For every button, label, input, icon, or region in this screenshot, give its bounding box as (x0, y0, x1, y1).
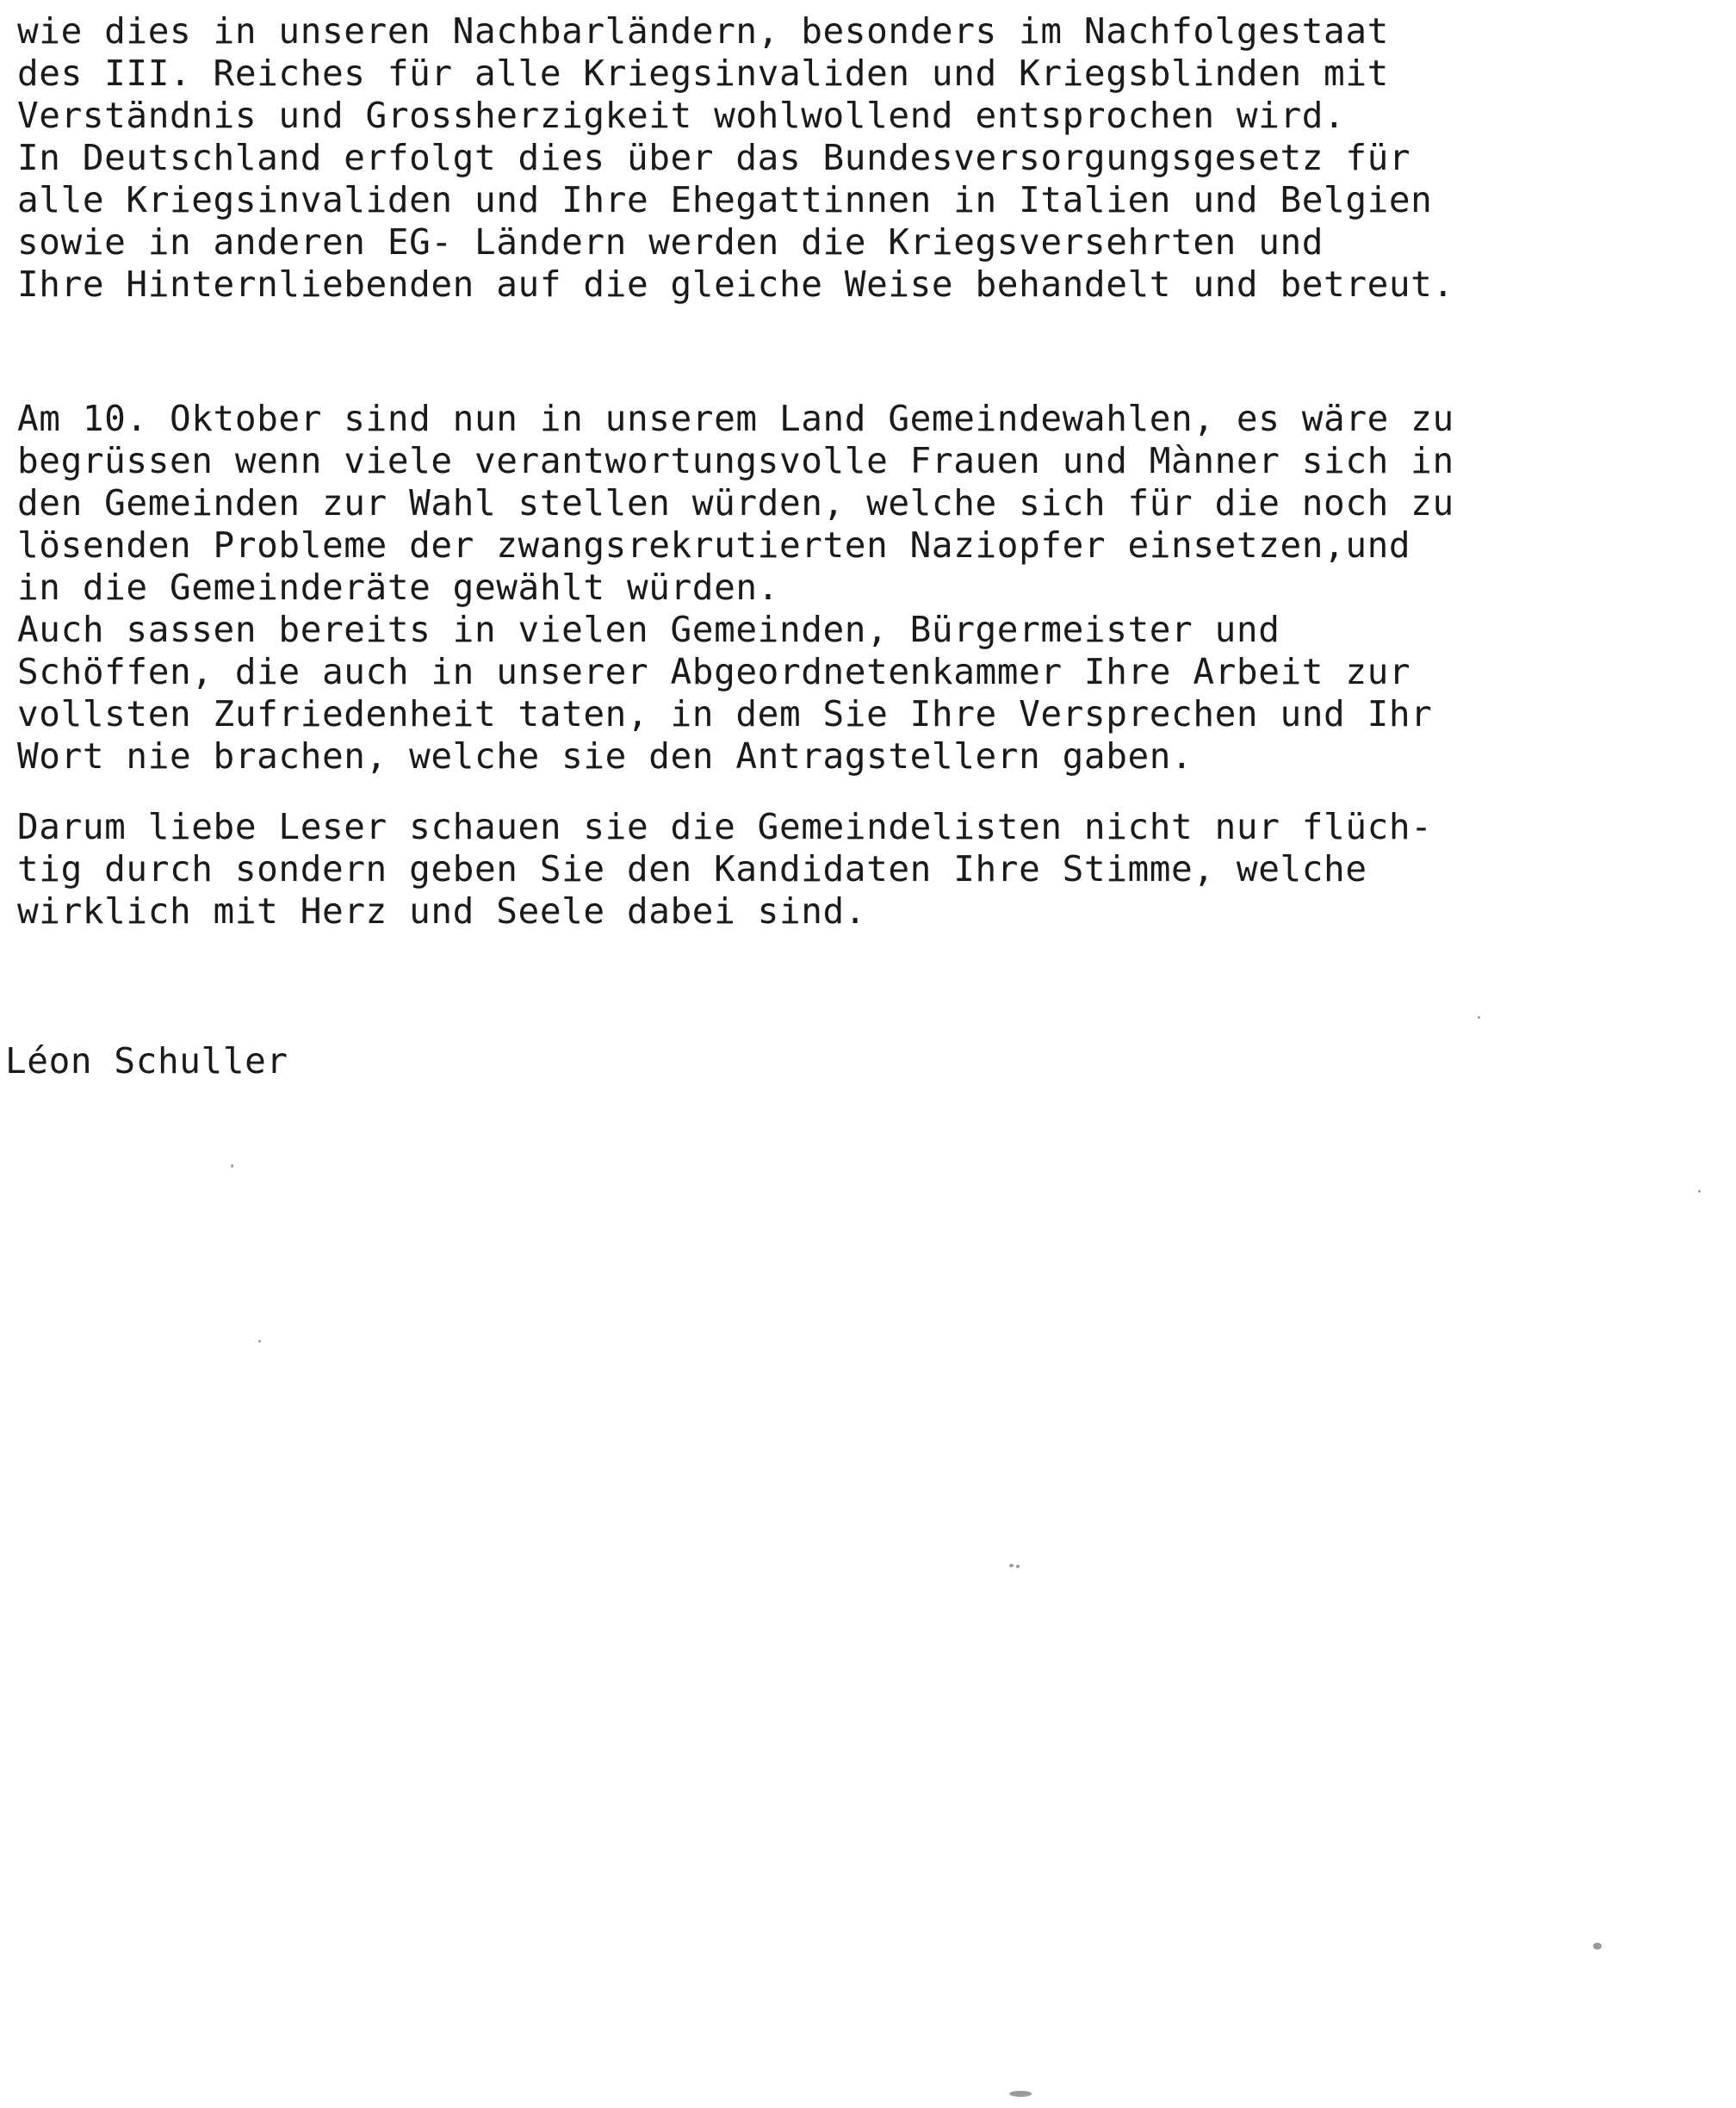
scan-speck (1009, 2091, 1032, 2097)
scan-speck (231, 1164, 233, 1168)
scan-speck (258, 1340, 261, 1342)
paragraph-appeal-to-readers: Darum liebe Leser schauen sie die Gemeindelisten nicht nur flüch- tig durch sondern geben Sie den Kandidaten Ihre Stimme, welche wirklich mit Herz und Seele dabei sind. (17, 806, 1433, 932)
paragraph-disability-benefits: wie dies in unseren Nachbarländern, besonders im Nachfolgestaat des III. Reiches für alle Kriegsinvaliden und Kriegsblinden mit Verständnis und Grossherzigkeit wohlwollend entsprochen wird. In Deutschland erfolgt dies über das Bundesversorgungsgesetz für alle Kriegsinvaliden und Ihre Ehegattinnen in Italien und Belgien sowie in anderen EG- Ländern werden die Kriegsversehrten und Ihre Hinternliebenden auf die gleiche Weise behandelt und betreut. (17, 10, 1454, 305)
scan-speck (1478, 1016, 1480, 1019)
scan-speck (1593, 1943, 1602, 1950)
scan-speck (1009, 1564, 1014, 1567)
paragraph-municipal-elections: Am 10. Oktober sind nun in unserem Land Gemeindewahlen, es wäre zu begrüssen wenn viele verantwortungsvolle Frauen und Mànner sich in den Gemeinden zur Wahl stellen würden, welche sich für die noch zu lösenden Probleme der zwangsrekrutierten Naziopfer einsetzen,und in die Gemeinderäte gewählt würden. Auch sassen bereits in vielen Gemeinden, Bürgermeister und Schöffen, die auch in unserer Abgeordnetenkammer Ihre Arbeit zur vollsten Zufriedenheit taten, in dem Sie Ihre Versprechen und Ihr Wort nie brachen, welche sie den Antragstellern gaben. (17, 398, 1454, 777)
author-signature: Léon Schuller (5, 1040, 288, 1082)
scan-speck (1698, 1190, 1701, 1193)
scan-speck (1016, 1565, 1020, 1568)
